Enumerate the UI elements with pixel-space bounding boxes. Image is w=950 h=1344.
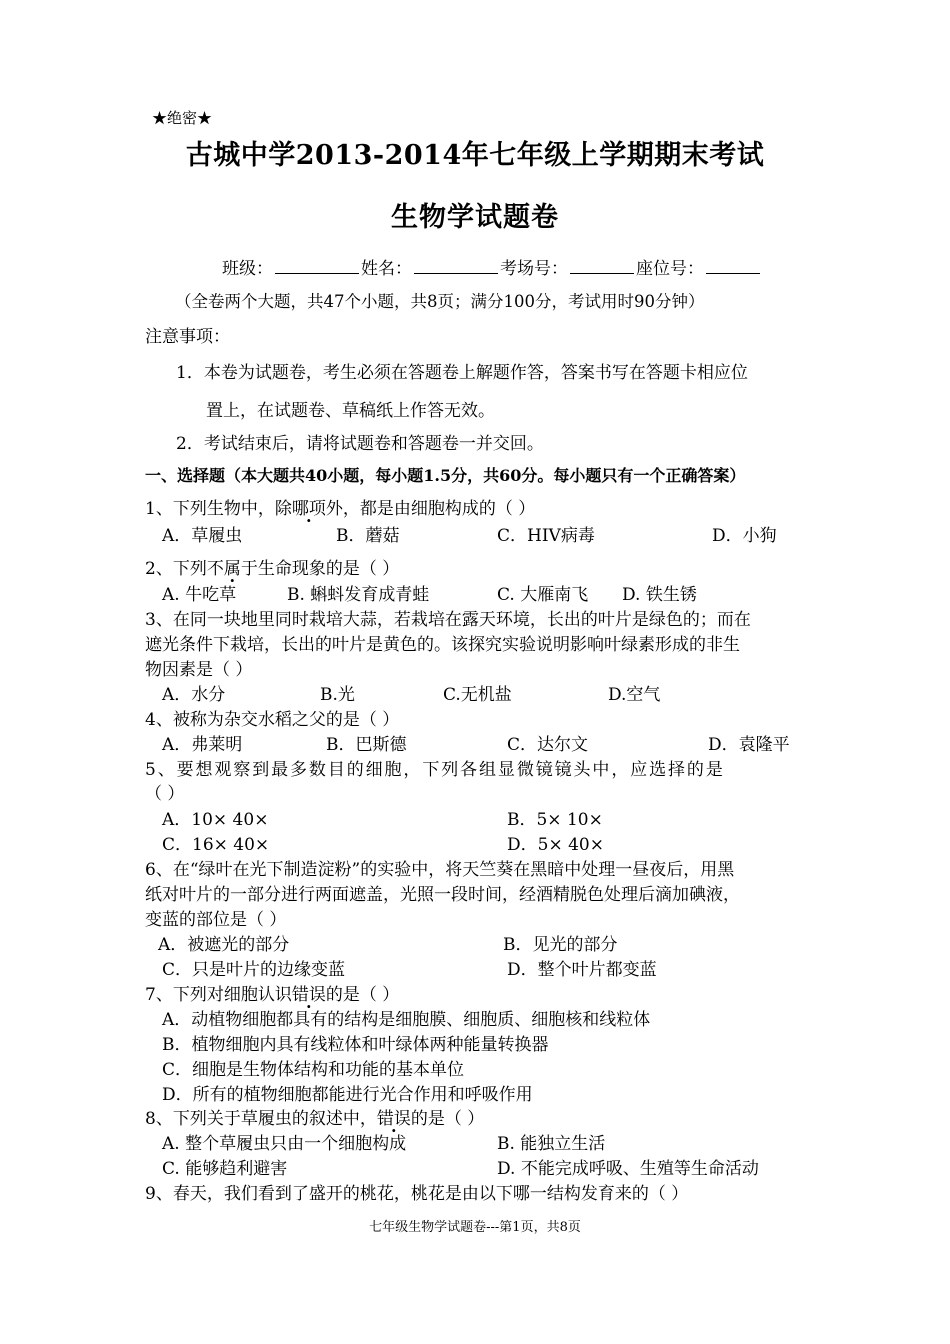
emphasis-text: 错误 (376, 1109, 411, 1129)
q3-option-c[interactable]: C.无机盐 (443, 685, 512, 705)
room-label: 考场号： (500, 259, 568, 279)
student-info (222, 254, 762, 279)
question-7: 7、下列对细胞认识错误的是（ ） (145, 985, 400, 1005)
question-6-line-2: 纸对叶片的一部分进行两面遮盖，光照一段时间，经酒精脱色处理后滴加碘液， (145, 885, 740, 905)
question-2: 2、下列不属于生命现象的是（ ） (145, 559, 400, 579)
q7-option-c[interactable]: C．细胞是生物体结构和功能的基本单位 (162, 1060, 465, 1080)
question-3-line-1: 3、在同一块地里同时栽培大蒜，若栽培在露天环境，长出的叶片是绿色的；而在 (145, 610, 751, 630)
q6-option-b[interactable]: B．见光的部分 (503, 935, 618, 955)
secret-mark: ★绝密★ (152, 109, 213, 127)
q1-option-b[interactable]: B．蘑菇 (336, 526, 400, 546)
q8-option-a[interactable]: A. 整个草履虫只由一个细胞构成 (162, 1134, 407, 1154)
q7-option-b[interactable]: B．植物细胞内具有线粒体和叶绿体两种能量转换器 (162, 1035, 549, 1055)
q3-option-a[interactable]: A．水分 (162, 685, 226, 705)
exam-note: （全卷两个大题，共47个小题，共8页；满分100分，考试用时90分钟） (175, 292, 705, 311)
emphasis-text: 除哪项外 (274, 499, 343, 519)
name-label: 姓名： (361, 259, 412, 279)
rule-2: 2．考试结束后，请将试题卷和答题卷一并交回。 (176, 434, 544, 454)
question-6-line-3: 变蓝的部位是（ ） (145, 910, 287, 930)
q8-option-d[interactable]: D. 不能完成呼吸、生殖等生命活动 (497, 1159, 759, 1179)
q6-option-c[interactable]: C．只是叶片的边缘变蓝 (162, 960, 346, 980)
question-5-line-1: 5、要想观察到最多数目的细胞，下列各组显微镜镜头中，应选择的是 (145, 760, 725, 780)
q5-option-c[interactable]: C．16× 40× (162, 835, 270, 855)
question-6-line-1: 6、在“绿叶在光下制造淀粉”的实验中，将天竺葵在黑暗中处理一昼夜后，用黑 (145, 860, 735, 880)
class-label: 班级： (222, 259, 273, 279)
class-blank[interactable] (275, 256, 359, 274)
page-footer: 七年级生物学试题卷---第1页，共8页 (369, 1220, 581, 1235)
name-blank[interactable] (414, 256, 498, 274)
attention-title: 注意事项： (145, 327, 230, 347)
q8-option-c[interactable]: C. 能够趋利避害 (162, 1159, 288, 1179)
q4-option-b[interactable]: B．巴斯德 (326, 735, 407, 755)
q1-option-d[interactable]: D．小狗 (712, 526, 777, 546)
emphasis-text: 不属于 (206, 559, 258, 579)
question-4: 4、被称为杂交水稻之父的是（ ） (145, 710, 400, 730)
q4-option-a[interactable]: A．弗莱明 (162, 735, 243, 755)
section-heading: 一、选择题（本大题共40小题，每小题1.5分，共60分。每小题只有一个正确答案） (145, 466, 746, 485)
q7-option-d[interactable]: D．所有的植物细胞都能进行光合作用和呼吸作用 (162, 1085, 533, 1105)
q5-option-d[interactable]: D．5× 40× (507, 835, 604, 855)
q2-option-d[interactable]: D. 铁生锈 (622, 585, 697, 605)
emphasis-text: 错误 (291, 985, 326, 1005)
room-blank[interactable] (570, 256, 634, 274)
question-5-line-2: （ ） (145, 784, 185, 804)
q4-option-c[interactable]: C．达尔文 (507, 735, 589, 755)
q2-option-a[interactable]: A. 牛吃草 (162, 585, 237, 605)
q6-option-d[interactable]: D．整个叶片都变蓝 (507, 960, 657, 980)
q3-option-d[interactable]: D.空气 (608, 685, 661, 705)
question-1: 1、下列生物中，除哪项外，都是由细胞构成的（ ） (145, 499, 536, 519)
q2-option-c[interactable]: C. 大雁南飞 (497, 585, 589, 605)
q8-option-b[interactable]: B. 能独立生活 (497, 1134, 606, 1154)
question-8: 8、下列关于草履虫的叙述中，错误的是（ ） (145, 1109, 485, 1129)
seat-blank[interactable] (706, 256, 760, 274)
page-subtitle: 生物学试题卷 (391, 202, 559, 233)
seat-label: 座位号： (636, 259, 704, 279)
q1-option-c[interactable]: C．HIV病毒 (497, 526, 595, 546)
q7-option-a[interactable]: A．动植物细胞都具有的结构是细胞膜、细胞质、细胞核和线粒体 (162, 1010, 651, 1030)
question-3-line-2: 遮光条件下栽培，长出的叶片是黄色的。该探究实验说明影响叶绿素形成的非生 (145, 635, 740, 655)
q4-option-d[interactable]: D．袁隆平 (708, 735, 790, 755)
rule-1-line-1: 1．本卷为试题卷，考生必须在答题卷上解题作答，答案书写在答题卡相应位 (176, 363, 748, 383)
question-3-line-3: 物因素是（ ） (145, 660, 253, 680)
page-title: 古城中学2013-2014年七年级上学期期末考试 (185, 140, 765, 171)
q5-option-a[interactable]: A．10× 40× (162, 810, 269, 830)
q5-option-b[interactable]: B．5× 10× (507, 810, 603, 830)
q3-option-b[interactable]: B.光 (320, 685, 355, 705)
q1-option-a[interactable]: A．草履虫 (162, 526, 243, 546)
q6-option-a[interactable]: A．被遮光的部分 (158, 935, 290, 955)
q2-option-b[interactable]: B. 蝌蚪发育成青蛙 (287, 585, 430, 605)
question-9: 9、春天，我们看到了盛开的桃花，桃花是由以下哪一结构发育来的（ ） (145, 1184, 689, 1204)
rule-1-line-2: 置上，在试题卷、草稿纸上作答无效。 (206, 401, 495, 421)
